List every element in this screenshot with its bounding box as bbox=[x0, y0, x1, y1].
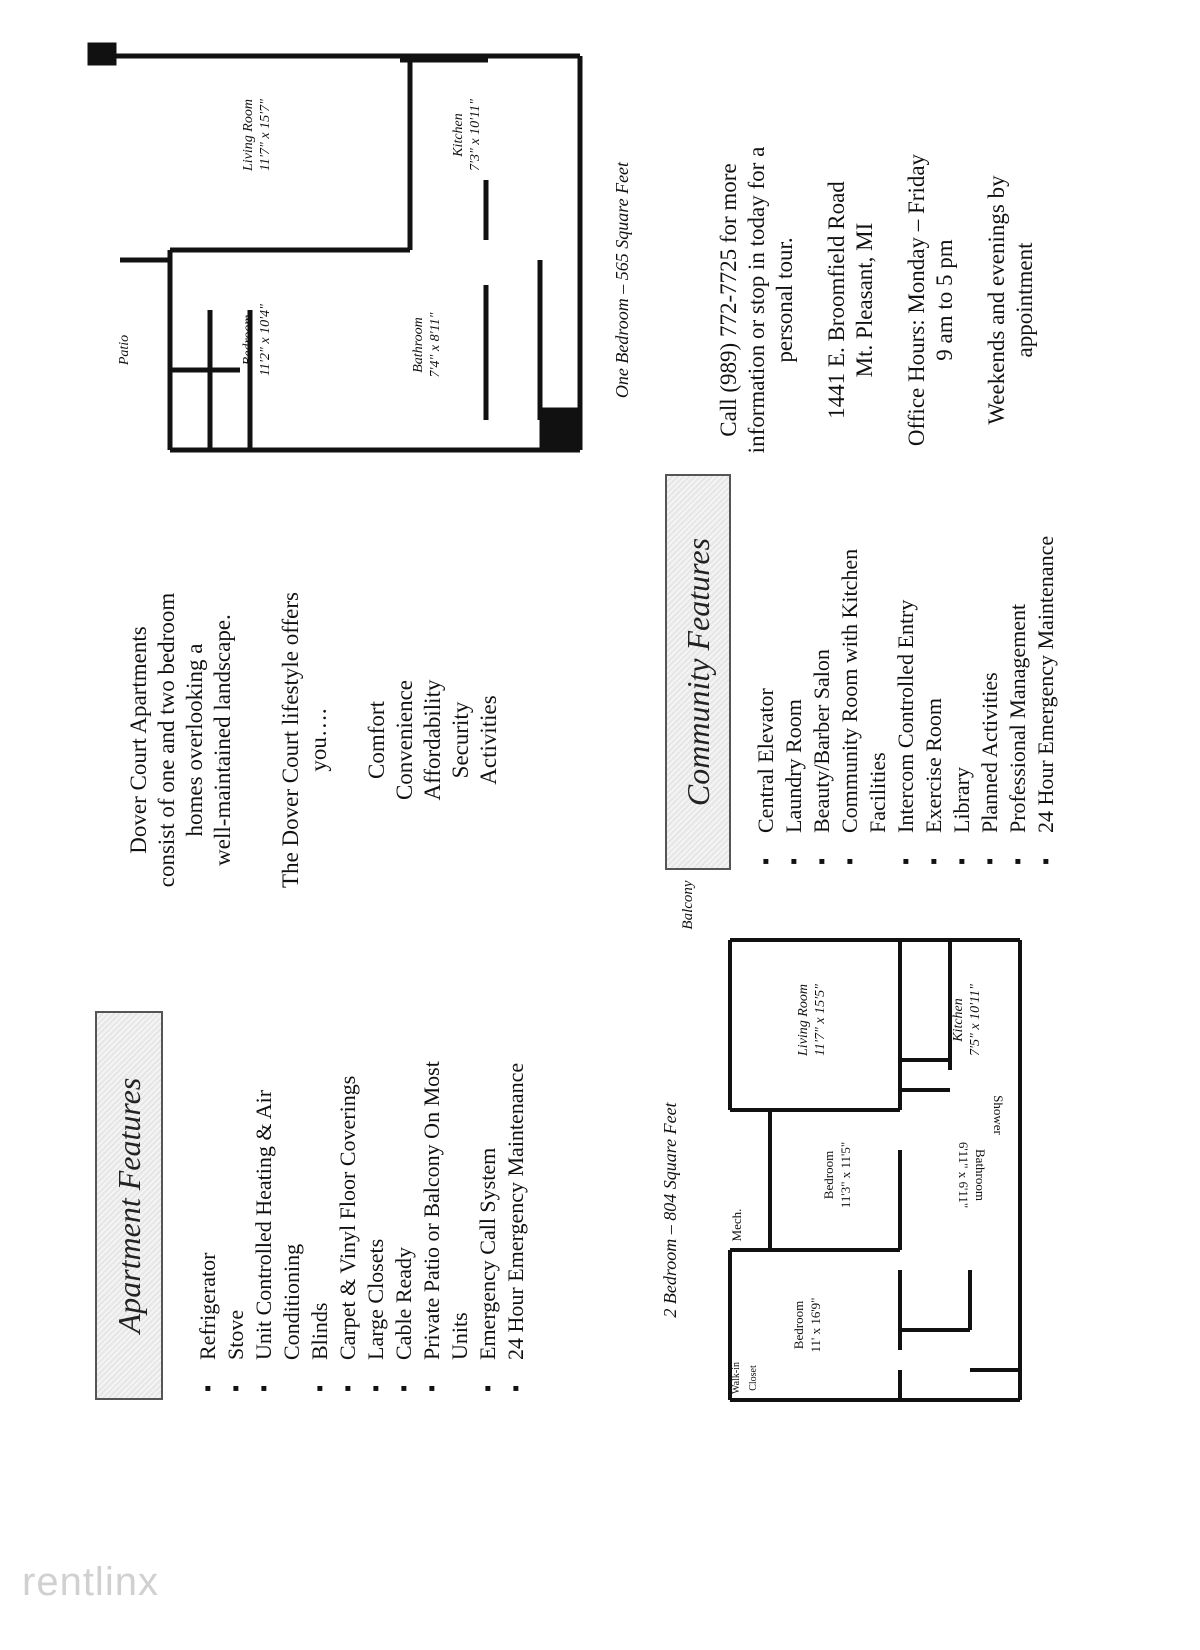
bedroom-label: Bedroom 11'2" x 10'4" bbox=[241, 304, 273, 376]
list-item: ▪ Unit Controlled Heating & Air bbox=[250, 972, 278, 1392]
list-item: Conditioning bbox=[279, 1243, 304, 1360]
one-bedroom-floorplan-drawing bbox=[80, 40, 610, 460]
weekend-line-1: Weekends and evenings by bbox=[984, 175, 1009, 425]
rentlinx-watermark: rentlinx bbox=[22, 1560, 159, 1604]
offers-line-1: The Dover Court lifestyle offers bbox=[278, 592, 303, 888]
intro-line-1: Dover Court Apartments bbox=[126, 626, 151, 854]
list-item: ▪ Intercom Controlled Entry bbox=[892, 445, 920, 865]
offers-line-2: you…. bbox=[306, 708, 331, 772]
list-item: ▪ Beauty/Barber Salon bbox=[808, 445, 836, 865]
benefit-item: Comfort bbox=[364, 701, 389, 779]
address-line-1: 1441 E. Broomfield Road bbox=[824, 181, 849, 419]
bathroom-label: Bathroom 7'4" x 8'11" bbox=[411, 312, 443, 378]
one-bedroom-caption: One Bedroom – 565 Square Feet bbox=[612, 161, 632, 399]
list-item: ▪ Blinds bbox=[306, 972, 334, 1392]
list-item: ▪ Library bbox=[948, 445, 976, 865]
living-room-label: Living Room 11'7" x 15'5" bbox=[796, 984, 828, 1056]
list-item: ▪ Carpet & Vinyl Floor Coverings bbox=[334, 972, 362, 1392]
shower-label: Shower bbox=[991, 1095, 1006, 1135]
list-item: ▪ Private Patio or Balcony On Most bbox=[418, 972, 446, 1392]
list-item: ▪ Cable Ready bbox=[390, 972, 418, 1392]
list-item: ▪ Professional Management bbox=[1004, 445, 1032, 865]
intro-line-3: homes overlooking a bbox=[182, 643, 207, 837]
kitchen-label: Kitchen 7'5" x 10'11" bbox=[951, 984, 983, 1056]
benefit-item: Affordability bbox=[420, 679, 445, 801]
list-item: ▪ Emergency Call System bbox=[474, 972, 502, 1392]
bedroom-2-label: Bedroom 11' x 16'9" bbox=[791, 1297, 823, 1353]
list-item: ▪ Exercise Room bbox=[920, 445, 948, 865]
balcony-label: Balcony bbox=[680, 880, 696, 930]
call-line-2: information or stop in today for a bbox=[744, 146, 769, 454]
two-bedroom-floorplan bbox=[680, 880, 1050, 1410]
community-features-heading: Community Features bbox=[665, 474, 731, 870]
bedroom-1-label: Bedroom 11'3" x 11'5" bbox=[821, 1141, 853, 1209]
intro-line-2: consist of one and two bedroom bbox=[154, 592, 179, 888]
patio-label: Patio bbox=[117, 334, 132, 366]
mech-label: Mech. bbox=[729, 1208, 744, 1242]
call-line-1: Call (989) 772-7725 for more bbox=[716, 163, 741, 437]
kitchen-label: Kitchen 7'3" x 10'11" bbox=[451, 99, 483, 171]
living-room-label: Living Room 11'7" x 15'7" bbox=[241, 99, 273, 171]
benefit-item: Convenience bbox=[392, 679, 417, 801]
benefit-item: Security bbox=[448, 701, 473, 779]
apartment-features-heading: Apartment Features bbox=[95, 1011, 163, 1400]
bathroom-label: Bathroom 6'11" x 6'11" bbox=[956, 1141, 988, 1209]
hours-line-1: Office Hours: Monday – Friday bbox=[904, 153, 929, 447]
two-bedroom-floorplan-drawing bbox=[720, 930, 1050, 1410]
benefit-item: Activities bbox=[476, 695, 501, 785]
list-item: ▪ Planned Activities bbox=[976, 445, 1004, 865]
list-item: ▪ Community Room with Kitchen bbox=[836, 445, 864, 865]
walk-in-closet-label: Walk-in Closet bbox=[731, 1362, 759, 1394]
intro-text bbox=[125, 520, 503, 960]
two-bedroom-caption: 2 Bedroom – 804 Square Feet bbox=[660, 1102, 680, 1318]
community-features-list bbox=[752, 445, 1060, 865]
intro-line-4: well-maintained landscape. bbox=[210, 614, 235, 866]
list-item: ▪ Large Closets bbox=[362, 972, 390, 1392]
list-item: ▪ Stove bbox=[222, 972, 250, 1392]
list-item: ▪ Refrigerator bbox=[194, 972, 222, 1392]
address-line-2: Mt. Pleasant, MI bbox=[852, 222, 877, 378]
list-item: ▪ Central Elevator bbox=[752, 445, 780, 865]
weekend-line-2: appointment bbox=[1012, 242, 1037, 358]
list-item: Facilities bbox=[865, 752, 890, 833]
apartment-features-list bbox=[194, 972, 530, 1392]
one-bedroom-floorplan bbox=[80, 40, 610, 460]
list-item: ▪ Laundry Room bbox=[780, 445, 808, 865]
list-item: ▪ 24 Hour Emergency Maintenance bbox=[1032, 445, 1060, 865]
call-line-3: personal tour. bbox=[772, 237, 797, 363]
list-item: ▪ 24 Hour Emergency Maintenance bbox=[502, 972, 530, 1392]
hours-line-2: 9 am to 5 pm bbox=[932, 239, 957, 361]
list-item: Units bbox=[447, 1312, 472, 1360]
